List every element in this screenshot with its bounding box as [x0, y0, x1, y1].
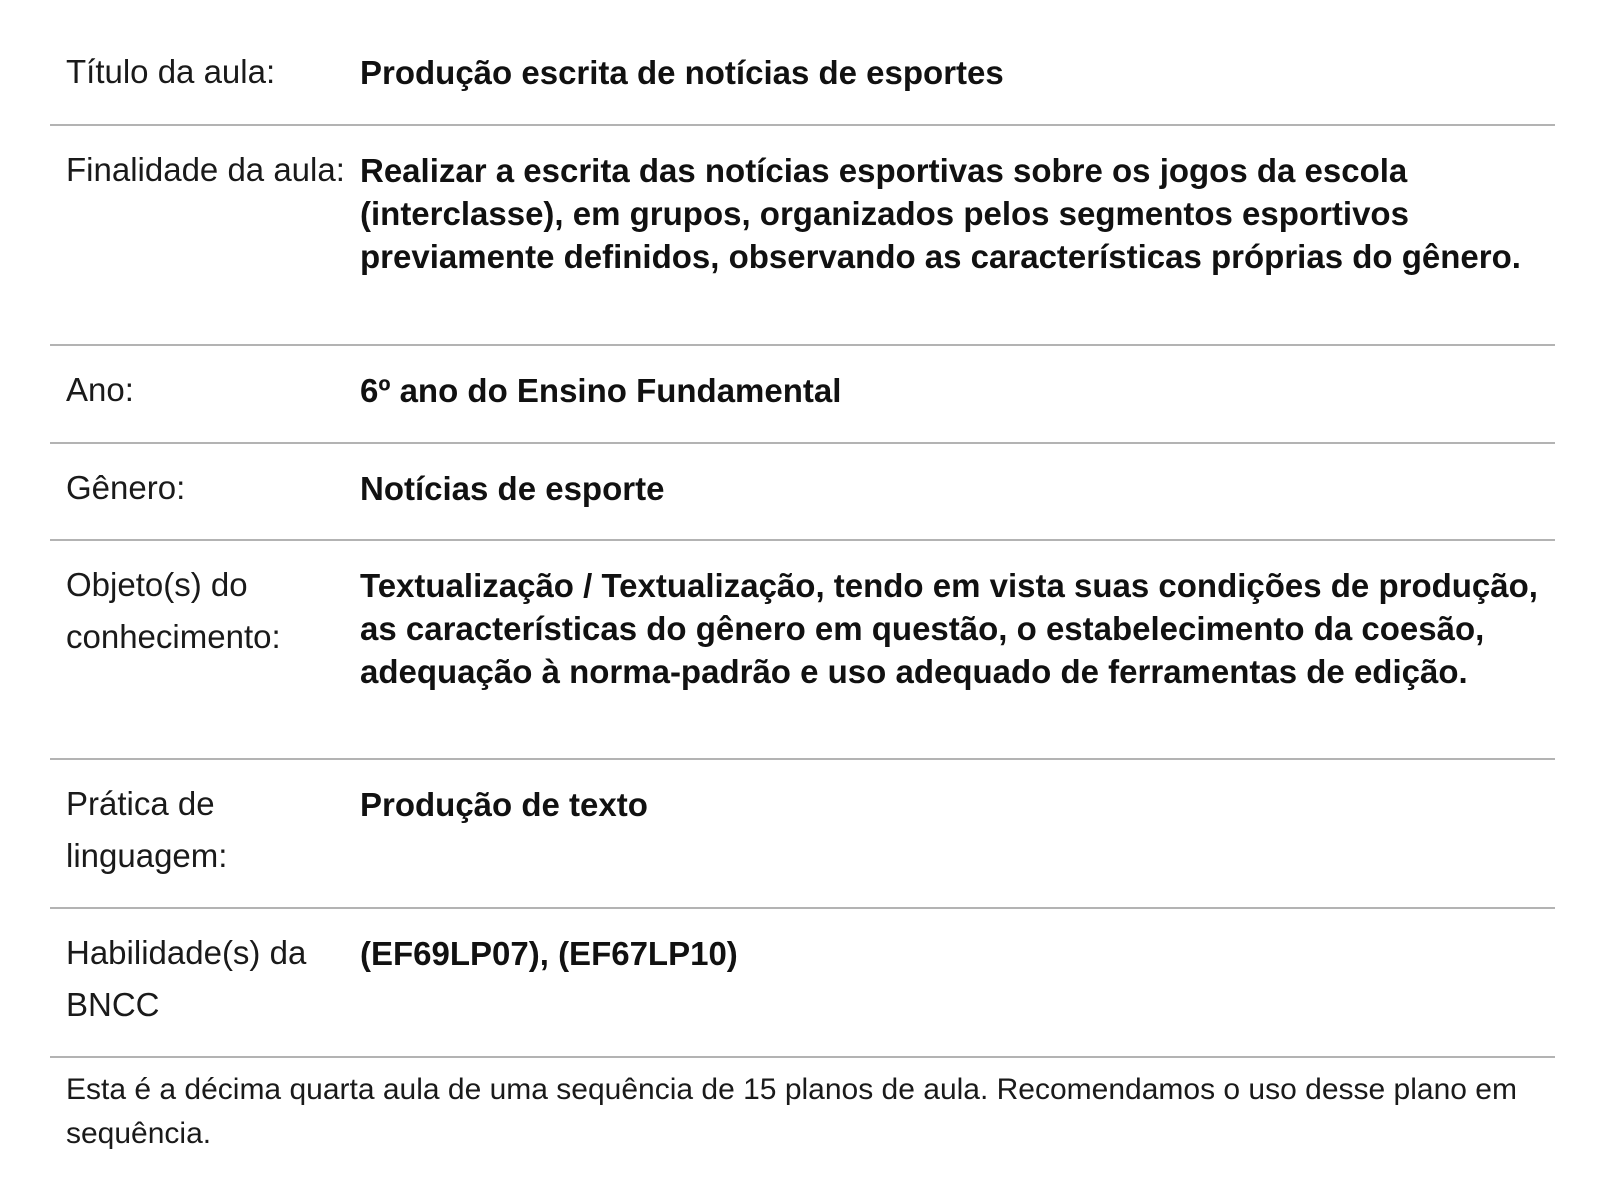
row-finalidade: [50, 126, 1555, 346]
row-habilidade: [50, 909, 1555, 1058]
label-finalidade: Finalidade da aula:: [66, 151, 345, 188]
label-habilidade: Habilidade(s) da BNCC: [66, 934, 307, 1023]
label-titulo: Título da aula:: [66, 53, 276, 90]
value-finalidade: Realizar a escrita das notícias esportivas sobre os jogos da escola (interclasse), em grupos, organizados pelos segmentos esportivos previamente definidos, observando as características próprias do gênero.: [360, 152, 1521, 275]
label-objeto: Objeto(s) do conhecimento:: [66, 566, 281, 655]
row-genero: [50, 444, 1555, 541]
row-ano: [50, 346, 1555, 444]
row-pratica: [50, 760, 1555, 909]
lesson-plan-table: [50, 28, 1555, 1058]
value-pratica: Produção de texto: [360, 786, 648, 823]
label-pratica: Prática de linguagem:: [66, 785, 228, 874]
row-objeto: [50, 541, 1555, 760]
value-genero: Notícias de esporte: [360, 470, 665, 507]
value-ano: 6º ano do Ensino Fundamental: [360, 372, 842, 409]
value-habilidade: (EF69LP07), (EF67LP10): [360, 935, 738, 972]
value-objeto: Textualização / Textualização, tendo em vista suas condições de produção, as características do gênero em questão, o estabelecimento da coesão, adequação à norma-padrão e uso adequado de ferramentas de edição.: [360, 567, 1538, 690]
sequence-footnote: Esta é a décima quarta aula de uma sequência de 15 planos de aula. Recomendamos o uso desse plano em sequência.: [66, 1073, 1517, 1150]
value-titulo: Produção escrita de notícias de esportes: [360, 54, 1004, 91]
row-titulo: [50, 28, 1555, 126]
label-ano: Ano:: [66, 371, 134, 408]
label-genero: Gênero:: [66, 469, 186, 506]
